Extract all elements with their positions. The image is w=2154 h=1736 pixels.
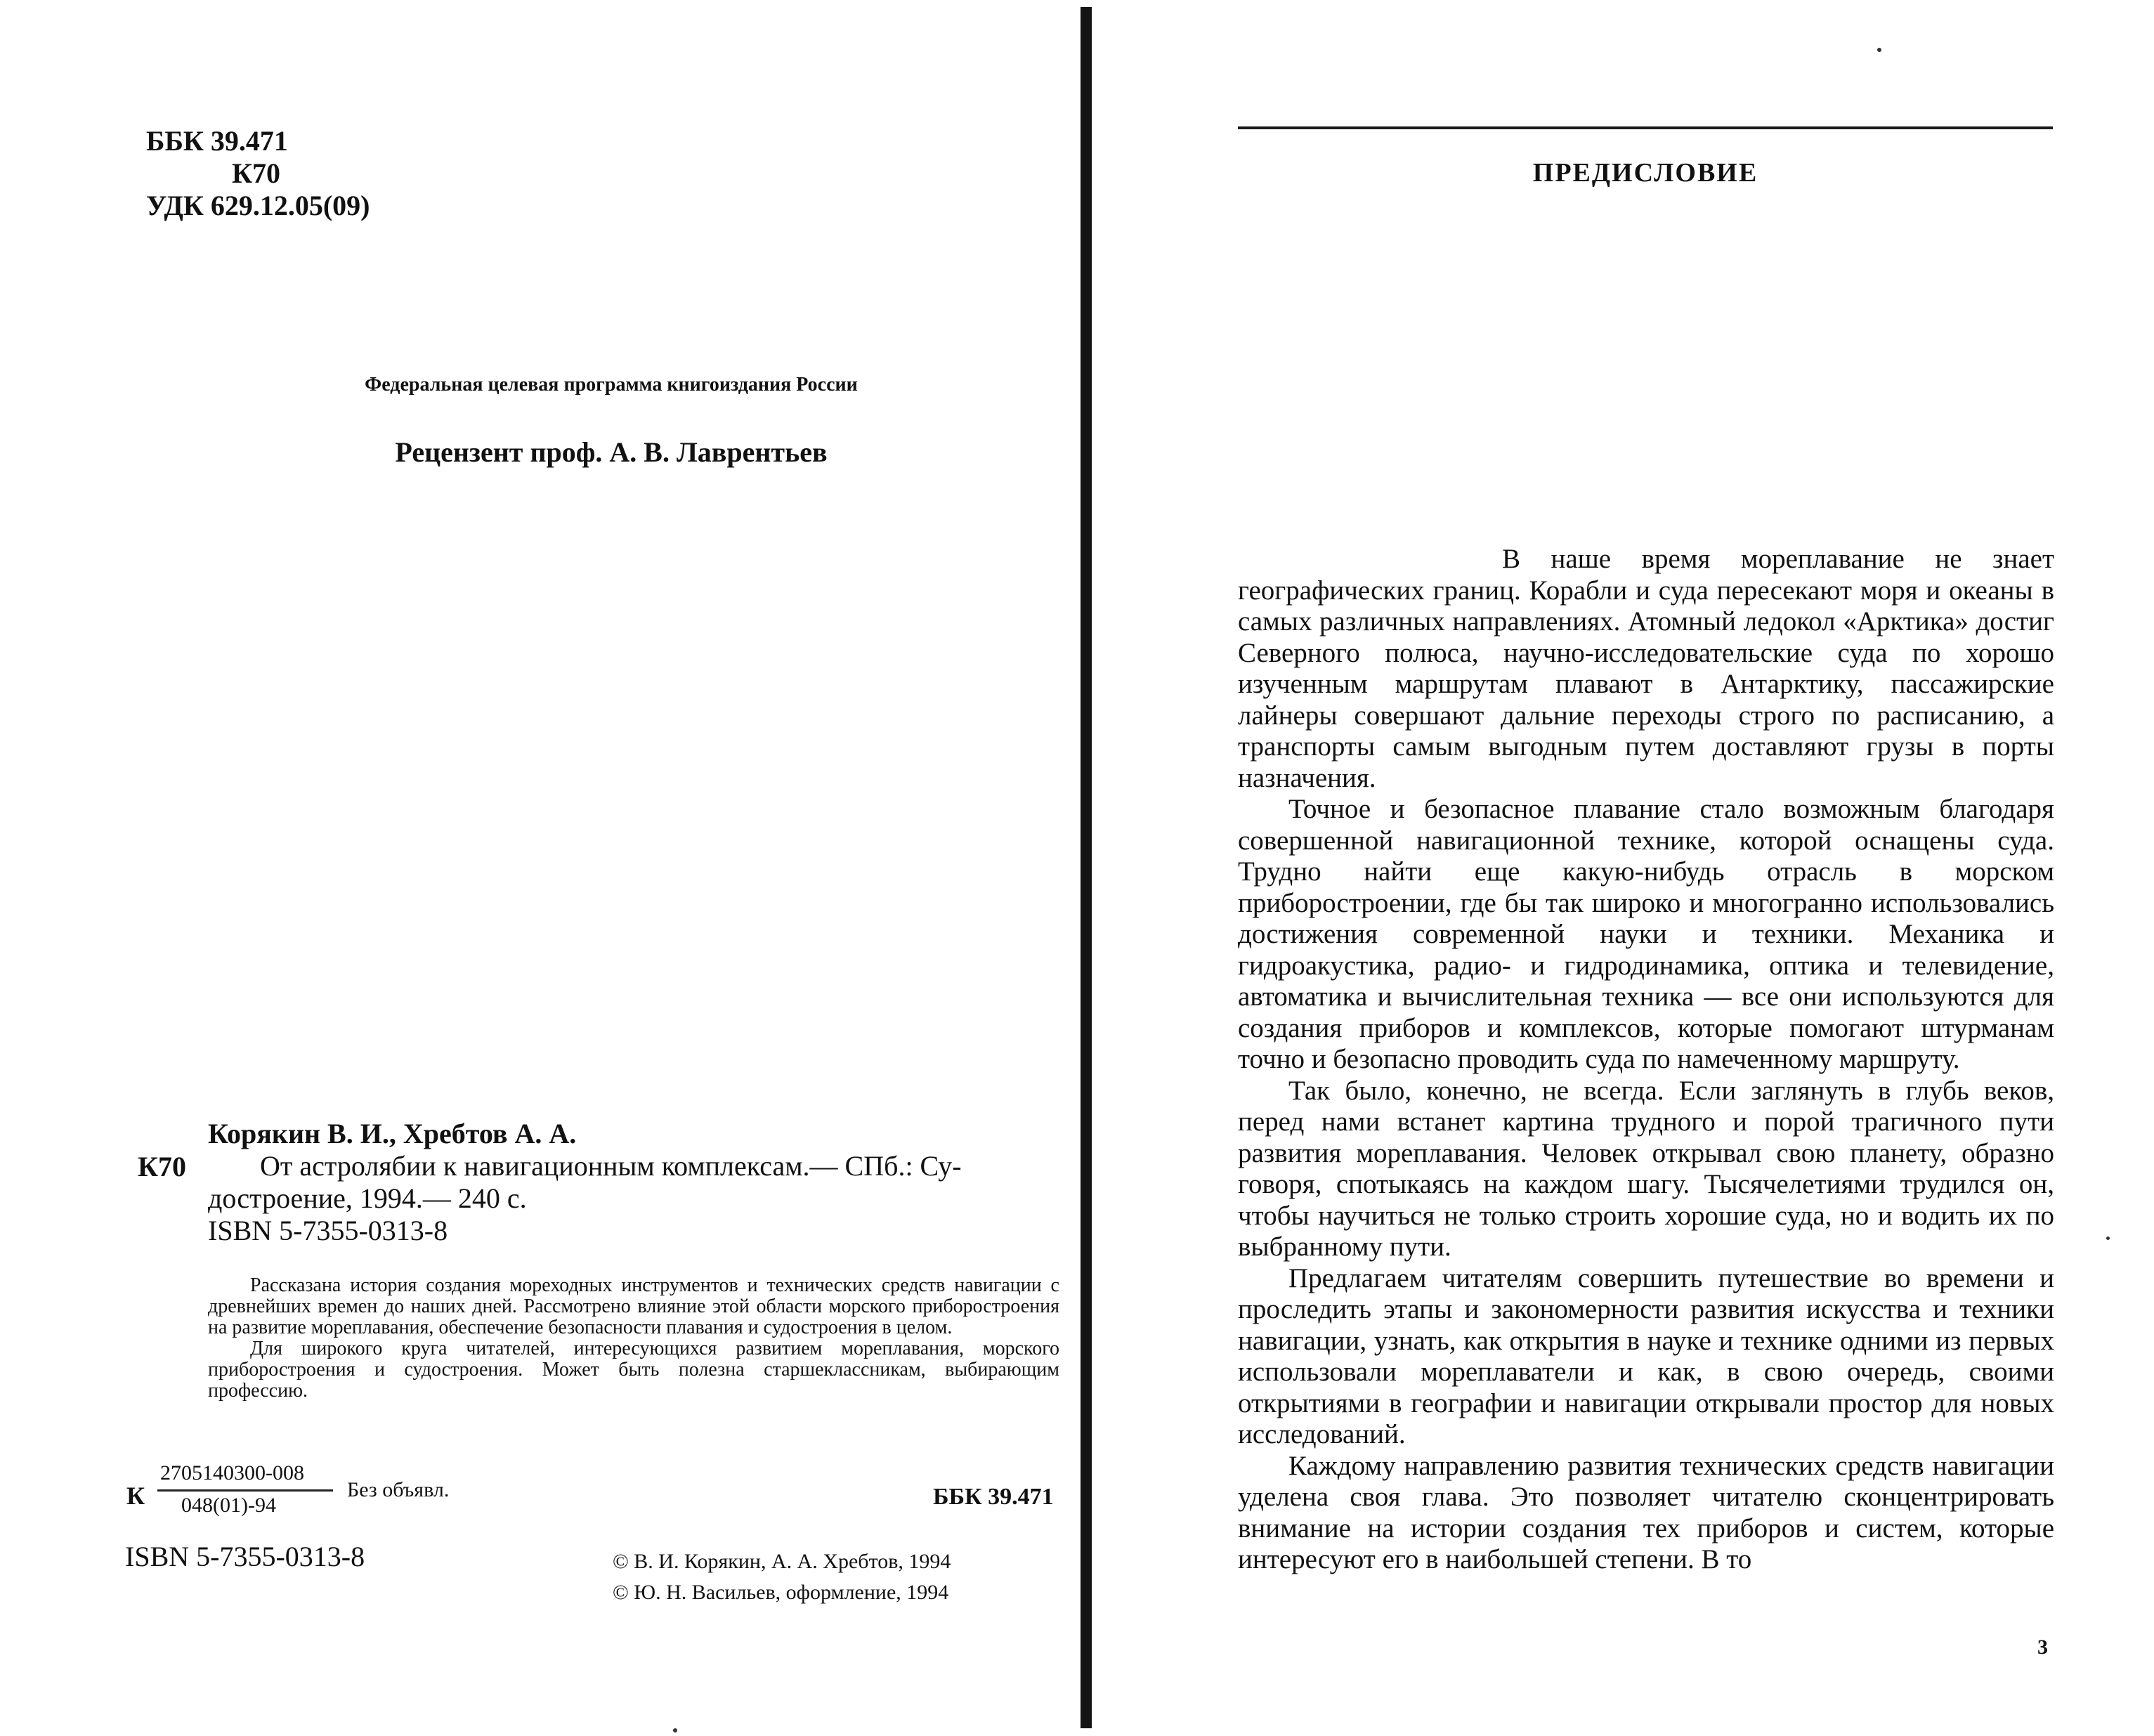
title-line-1: От астролябии к навигационным комплексам.— СПб.: Су-	[260, 1150, 962, 1182]
header-rule	[1238, 126, 2053, 129]
annotation-paragraph: Рассказана история создания мореходных инструментов и технических средств навигации с древнейших времен до наших дней. Рассмотрено влияние этой области морского приборостроения на развитие мореплавания, обеспечение безопасности плавания и судостроения в целом.	[208, 1274, 1059, 1338]
classification-block	[146, 125, 370, 222]
author-mark: К70	[232, 157, 281, 189]
isbn: ISBN 5-7355-0313-8	[208, 1215, 448, 1246]
chapter-heading: ПРЕДИСЛОВИЕ	[1532, 158, 1758, 188]
page-number: 3	[2037, 1636, 2048, 1659]
index-denominator: 048(01)-94	[181, 1494, 276, 1517]
annotation-paragraph: Для широкого круга читателей, интересующихся развитием мореплавания, морского приборостроения и судостроения. Может быть полезна старшеклассникам, выбирающим профессию.	[208, 1338, 1059, 1402]
scan-speck	[1877, 48, 1881, 52]
annotation	[208, 1275, 1059, 1402]
paragraph: В наше время мореплавание не знает географических границ. Корабли и суда пересекают моря и океаны в самых различных направлениях. Атомный ледокол «Арктика» достиг Северного полюса, научно-исследовательские суда по хорошо изученным маршрутам плавают в Антарктику, пассажирские лайнеры совершают дальние переходы строго по расписанию, а транспорты самым выгодным путем доставляют грузы в порты назначения.	[1238, 544, 2054, 793]
paragraph: Так было, конечно, не всегда. Если заглянуть в глубь веков, перед нами встанет картина трудного и порой трагичного пути развития мореплавания. Человек открывал свою планету, образно говоря, спотыкаясь на каждом шагу. Тысячелетиями трудился он, чтобы научиться не только строить хорошие суда, но и водить их по выбранному пути.	[1238, 1075, 2054, 1262]
index-numerator: 2705140300-008	[160, 1461, 304, 1484]
copyright-design: © Ю. Н. Васильев, оформление, 1994	[613, 1581, 949, 1604]
bbk-bottom: ББК 39.471	[933, 1484, 1054, 1510]
isbn-bottom: ISBN 5-7355-0313-8	[125, 1541, 365, 1572]
udk-code: УДК 629.12.05(09)	[146, 190, 370, 221]
bbk-code: ББК 39.471	[146, 125, 288, 157]
book-spine	[1081, 7, 1092, 1728]
bibliographic-title	[208, 1150, 1051, 1215]
paragraph: Точное и безопасное плавание стало возможным благодаря совершенной навигационной технике, которой оснащены суда. Трудно найти еще какую-нибудь отрасль в морском приборостроении, где бы так широко и многогранно использовались достижения современной науки и техники. Механика и гидроакустика, радио- и гидродинамика, оптика и телевидение, автоматика и вычислительная техника — все они используются для создания приборов и комплексов, которые помогают штурманам точно и безопасно проводить суда по намеченному маршруту.	[1238, 794, 2054, 1074]
copyright-authors: © В. И. Корякин, А. А. Хребтов, 1994	[613, 1550, 951, 1573]
authors: Корякин В. И., Хребтов А. А.	[208, 1118, 577, 1149]
reviewer-line: Рецензент проф. А. В. Лаврентьев	[395, 436, 828, 468]
index-letter: К	[126, 1482, 145, 1510]
program-line: Федеральная целевая программа книгоиздания России	[365, 374, 858, 396]
fraction-line	[157, 1489, 333, 1492]
paragraph: Предлагаем читателям совершить путешествие во времени и проследить этапы и закономерности развития искусства и техники навигации, узнать, как открытия в науке и технике одними из первых использовали мореплаватели и как, в свою очередь, своими открытиями в географии и навигации открывали простор для новых исследований.	[1238, 1262, 2054, 1449]
title-line-2: достроение, 1994.— 240 с.	[208, 1182, 527, 1214]
preface-body	[1238, 544, 2054, 1576]
catalog-code: К70	[138, 1151, 187, 1182]
scan-speck	[2106, 1236, 2110, 1240]
without-ad: Без объявл.	[347, 1478, 450, 1501]
paragraph: Каждому направлению развития технических средств навигации уделена своя глава. Это позволяет читателю сконцентрировать внимание на истории создания тех приборов и систем, которые интересуют его в наибольшей степени. В то	[1238, 1450, 2054, 1574]
scan-speck	[673, 1728, 677, 1732]
